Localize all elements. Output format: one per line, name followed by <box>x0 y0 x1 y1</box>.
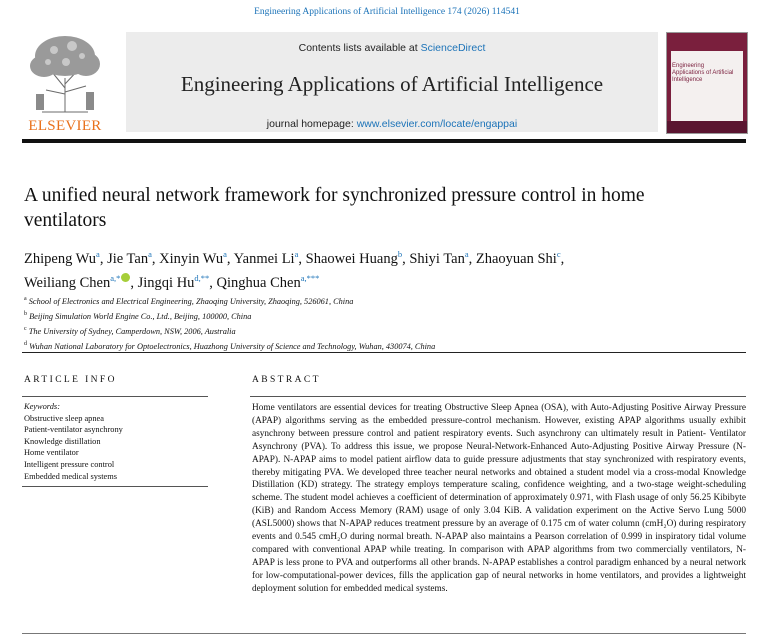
author-list <box>24 245 744 294</box>
journal-homepage-link[interactable]: www.elsevier.com/locate/engappai <box>356 118 518 130</box>
contents-line <box>126 42 658 54</box>
author-name[interactable]: Zhaoyuan Shi <box>475 250 557 267</box>
affiliation-text: Wuhan National Laboratory for Optoelectronics, Huazhong University of Science and Technology, Wuhan, 430074, China <box>29 341 436 351</box>
abstract-bottom-rule <box>22 633 746 634</box>
elsevier-tree-logo-icon <box>22 32 108 132</box>
author-separator: , <box>130 275 138 292</box>
author-name[interactable]: Zhipeng Wu <box>24 250 97 267</box>
author-separator: , <box>560 250 565 267</box>
affiliation-text: School of Electronics and Electrical Engineering, Zhaoqing University, Zhaoqing, 526061, China <box>28 296 354 306</box>
author-name[interactable]: Yanmei Li <box>233 250 295 267</box>
affiliation-line <box>24 308 724 323</box>
affiliation-marker: a <box>24 296 27 302</box>
keywords-bottom-rule <box>22 486 208 487</box>
author-separator: , <box>226 250 234 267</box>
author-affiliation-marker[interactable]: a <box>148 249 152 259</box>
author-name[interactable]: Jingqi Hu <box>137 275 195 292</box>
journal-info-box <box>126 32 658 132</box>
author-separator: , <box>99 250 108 267</box>
author-separator: , <box>209 275 217 292</box>
article-info-heading: ARTICLE INFO <box>24 375 117 385</box>
affiliation-marker: d <box>24 340 27 347</box>
author-affiliation-marker[interactable]: a <box>96 249 100 259</box>
masthead-divider <box>22 139 746 143</box>
affiliation-line <box>24 323 724 338</box>
homepage-prefix: journal homepage: <box>266 118 357 130</box>
author-affiliation-marker[interactable]: b <box>397 249 403 259</box>
keyword-item: Embedded medical systems <box>24 471 118 481</box>
author-separator: , <box>468 250 476 267</box>
author-affiliation-marker[interactable]: c <box>556 249 561 259</box>
keywords-label: Keywords: <box>24 402 60 411</box>
author-affiliation-marker[interactable]: a,*** <box>300 273 320 284</box>
journal-title: Engineering Applications of Artificial Intelligence <box>180 72 604 96</box>
author-name[interactable]: Jie Tan <box>107 250 149 267</box>
affiliation-list <box>24 293 724 353</box>
abstract-rule <box>250 396 746 397</box>
affiliation-line <box>24 293 724 308</box>
affiliation-text: The University of Sydney, Camperdown, NSW, 2006, Australia <box>28 326 236 336</box>
affiliation-line <box>24 338 724 353</box>
cover-title: Engineering Applications of Artificial Intelligence <box>672 63 734 83</box>
affiliation-marker: c <box>24 325 27 332</box>
keyword-item: Home ventilator <box>24 448 79 458</box>
author-name[interactable]: Qinghua Chen <box>216 275 301 292</box>
homepage-line <box>126 118 658 130</box>
abstract-heading: ABSTRACT <box>252 375 321 385</box>
keyword-item: Intelligent pressure control <box>24 459 115 469</box>
author-separator: , <box>402 250 410 267</box>
author-name[interactable]: Shiyi Tan <box>409 250 465 267</box>
affiliation-text: Beijing Simulation World Engine Co., Ltd., Beijing, 100000, China <box>29 311 252 321</box>
keyword-item: Knowledge distillation <box>24 436 101 446</box>
author-name[interactable]: Weiliang Chen <box>24 275 111 292</box>
front-matter-divider <box>22 352 746 353</box>
author-affiliation-marker[interactable]: a,* <box>110 273 121 284</box>
author-affiliation-marker[interactable]: a <box>223 249 227 259</box>
keyword-item: Patient-ventilator asynchrony <box>24 425 123 435</box>
author-name[interactable]: Xinyin Wu <box>159 250 224 267</box>
author-name[interactable]: Shaowei Huang <box>305 250 398 267</box>
author-affiliation-marker[interactable]: a <box>464 249 469 259</box>
abstract-body: Home ventilators are essential devices for treating Obstructive Sleep Apnea (OSA), with Auto-Adjusting Positive Airway Pressure (APAP) algorithms serving as the embedded pressure-control mechanism. However, existing APAP algorithms usually exhibit asynchrony between pressure control and patient respiratory events. Such asynchrony can ultimately result in Patient- Ventilator Asynchrony (PVA). To address this issue, we propose Neural-Network-Enhanced Auto-Adjusting Positive Airway Pressure (N-APAP). N-APAP aims to model patient airflow data to guide pressure adjustments that stay synchronized with respiratory events, thereby mitigating PVA. We developed three teacher neural networks and obtained a student model via a cross-modal Knowledge Distillation (KD) strategy. The strategy employs temperature scaling, confidence weighting, and a two-stage weight-scheduling scheme. The student model achieves a coefficient of determination of approximately 0.971, with Flash usage of only 56.25 Kibibyte (KiB) and Random Access Memory (RAM) usage of only 3.04 KiB. A validation experiment on the Active Servo Lung 5000 (ASL5000) shows that N-APAP reduces treatment pressure by an average of 0.175 cm of water column (cmH₂O) during respiratory events and 0.545 cmH₂O during normal breath. N-APAP also maintains a Pearson correlation of 0.999 in inspiratory tidal volume compared with conventional APAP while treating. In comparison with APAP algorithms from two commercially ventilators, N-APAP is less prone to PVA and outperforms all other brands. N-APAP establishes a control paradigm enhanced by a neural network for low-computational-power devices, fills the application gap of neural networks in home ventilators, and provides a lightweight deployment solution for embedded medical systems. <box>252 403 746 594</box>
contents-prefix: Contents lists available at <box>298 42 421 54</box>
author-separator: , <box>298 250 306 267</box>
keywords-block <box>24 401 214 482</box>
affiliation-marker: b <box>24 310 27 317</box>
author-affiliation-marker[interactable]: d,** <box>194 273 210 284</box>
sciencedirect-link[interactable]: ScienceDirect <box>420 42 486 54</box>
author-affiliation-marker[interactable]: a <box>294 249 299 259</box>
author-separator: , <box>151 250 160 267</box>
cover-band <box>667 121 747 133</box>
paper-title: A unified neural network framework for synchronized pressure control in home ventilators <box>24 185 645 231</box>
article-info-rule <box>22 396 208 397</box>
keyword-item: Obstructive sleep apnea <box>24 413 104 423</box>
journal-reference-link[interactable]: Engineering Applications of Artificial Intelligence 174 (2026) 114541 <box>254 7 520 17</box>
publisher-wordmark: ELSEVIER <box>28 118 102 134</box>
journal-masthead <box>22 32 746 136</box>
journal-cover-thumbnail[interactable] <box>666 32 748 134</box>
